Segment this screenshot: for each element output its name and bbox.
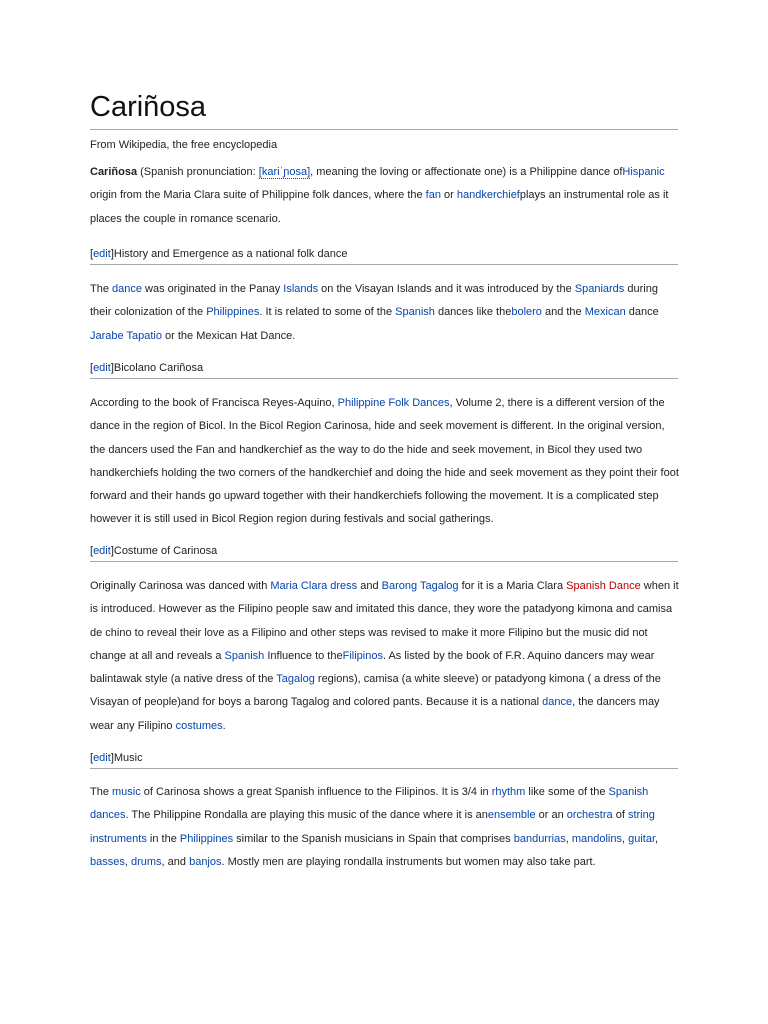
history-paragraph: The dance was originated in the Panay Islands on the Visayan Islands and it was introduced by the Spaniards during their colonization of the Philippines. It is related to some of the Spanish dances like thebolero and the Mexican dance Jarabe Tapatio or the Mexican Hat Dance. (90, 283, 659, 342)
link-philippine-folk-dances[interactable]: Philippine Folk Dances (337, 397, 450, 409)
link-maria-clara-dress[interactable]: Maria Clara dress (270, 580, 358, 592)
link-string-instruments[interactable]: string instruments (90, 809, 655, 845)
bicolano-paragraph: According to the book of Francisca Reyes-Aquino, Philippine Folk Dances, Volume 2, there is a different version of the dance in the region of Bicol. In the Bicol Region Carinosa, hide and seek movement is different. In the original version, the dancers used the Fan and handkerchief as the way to do the hide and seek movement, in Bicol they used two handkerchiefs holding the two corners of the handkerchief and doing the hide and seek movement as they point their foot forward and their hands go upward together with their handkerchiefs following the movement. It is a complicated step however it is still used in Bicol Region region during festivals and social gatherings. (90, 397, 679, 526)
link-dance[interactable]: dance (112, 283, 142, 295)
link-rhythm[interactable]: rhythm (491, 786, 526, 798)
edit-link-bicolano[interactable]: edit (93, 362, 111, 374)
link-basses[interactable]: basses (90, 855, 125, 868)
link-mexican[interactable]: Mexican (584, 306, 626, 319)
link-bandurrias[interactable]: bandurrias (513, 832, 566, 845)
intro-paragraph: Cariñosa (Spanish pronunciation: [kariˈɲosa], meaning the loving or affectionate one) is a Philippine dance ofHispanic origin from the Maria Clara suite of Philippine folk dances, where the fan or handkerchiefplays an instrumental role as it places the couple in romance scenario. (90, 166, 669, 225)
music-paragraph: The music of Carinosa shows a great Spanish influence to the Filipinos. It is 3/4 in rhythm like some of the Spanish dances. The Philippine Rondalla are playing this music of the dance where it is anensemble or an orchestra of string instruments in the Philippines similar to the Spanish musicians in Spain that comprises bandurrias, mandolins, guitar, basses, drums, and banjos. Mostly men are playing rondalla instruments but women may also take part. (90, 786, 659, 868)
section-heading-bicolano: [edit]Bicolano Cariñosa (90, 360, 678, 379)
link-music[interactable]: music (112, 786, 141, 798)
link-ensemble[interactable]: ensemble (487, 809, 536, 822)
section-heading-history: [edit]History and Emergence as a national folk dance (90, 246, 678, 265)
link-spanish-dance[interactable]: Spanish Dance (566, 580, 641, 592)
link-filipinos[interactable]: Filipinos (342, 649, 383, 662)
link-orchestra[interactable]: orchestra (566, 809, 613, 822)
link-tagalog[interactable]: Tagalog (276, 673, 315, 686)
link-hispanic[interactable]: Hispanic (622, 166, 665, 178)
link-fan[interactable]: fan (425, 189, 441, 202)
link-guitar[interactable]: guitar (628, 832, 656, 845)
link-islands[interactable]: Islands (283, 283, 319, 295)
link-spaniards[interactable]: Spaniards (574, 283, 625, 295)
page-title: Cariñosa (90, 90, 678, 130)
link-jarabe-tapatio[interactable]: Jarabe Tapatio (90, 329, 162, 342)
costume-paragraph: Originally Carinosa was danced with Maria Clara dress and Barong Tagalog for it is a Maria Clara Spanish Dance when it is introduced. However as the Filipino people saw and imitated this dance, they wore the patadyong kimona and camisa de chino to reveal their love as a Filipino and other steps was revised to make it more Filipino but the music did not change at all and reveals a Spanish Influence to theFilipinos. As listed by the book of F.R. Aquino dancers may wear balintawak style (a native dress of the Tagalog regions), camisa (a white sleeve) or patadyong kimona ( a dress of the Visayan of people)and for boys a barong Tagalog and colored pants. Because it is a national dance, the dancers may wear any Filipino costumes. (90, 580, 679, 732)
link-costumes[interactable]: costumes (175, 719, 223, 732)
link-mandolins[interactable]: mandolins (571, 832, 622, 845)
section-heading-music: [edit]Music (90, 750, 678, 769)
ipa-link[interactable]: [kariˈɲosa] (258, 166, 311, 178)
section-heading-costume: [edit]Costume of Carinosa (90, 543, 678, 562)
tagline: From Wikipedia, the free encyclopedia (90, 139, 278, 151)
lead-term: Cariñosa (90, 166, 138, 178)
link-dance[interactable]: dance (542, 696, 573, 709)
edit-link-history[interactable]: edit (93, 248, 111, 260)
edit-link-music[interactable]: edit (93, 752, 111, 764)
link-bolero[interactable]: bolero (511, 306, 542, 319)
link-drums[interactable]: drums (130, 855, 162, 868)
edit-link-costume[interactable]: edit (93, 545, 111, 557)
link-handkerchief[interactable]: handkerchief (456, 189, 520, 202)
link-spanish[interactable]: Spanish (224, 649, 265, 662)
link-philippines[interactable]: Philippines (179, 832, 234, 845)
link-spanish[interactable]: Spanish (395, 306, 435, 319)
link-barong-tagalog[interactable]: Barong Tagalog (381, 580, 459, 592)
link-spanish-dances[interactable]: Spanish dances (90, 786, 649, 822)
link-philippines[interactable]: Philippines (206, 306, 260, 319)
link-banjos[interactable]: banjos (189, 855, 222, 868)
